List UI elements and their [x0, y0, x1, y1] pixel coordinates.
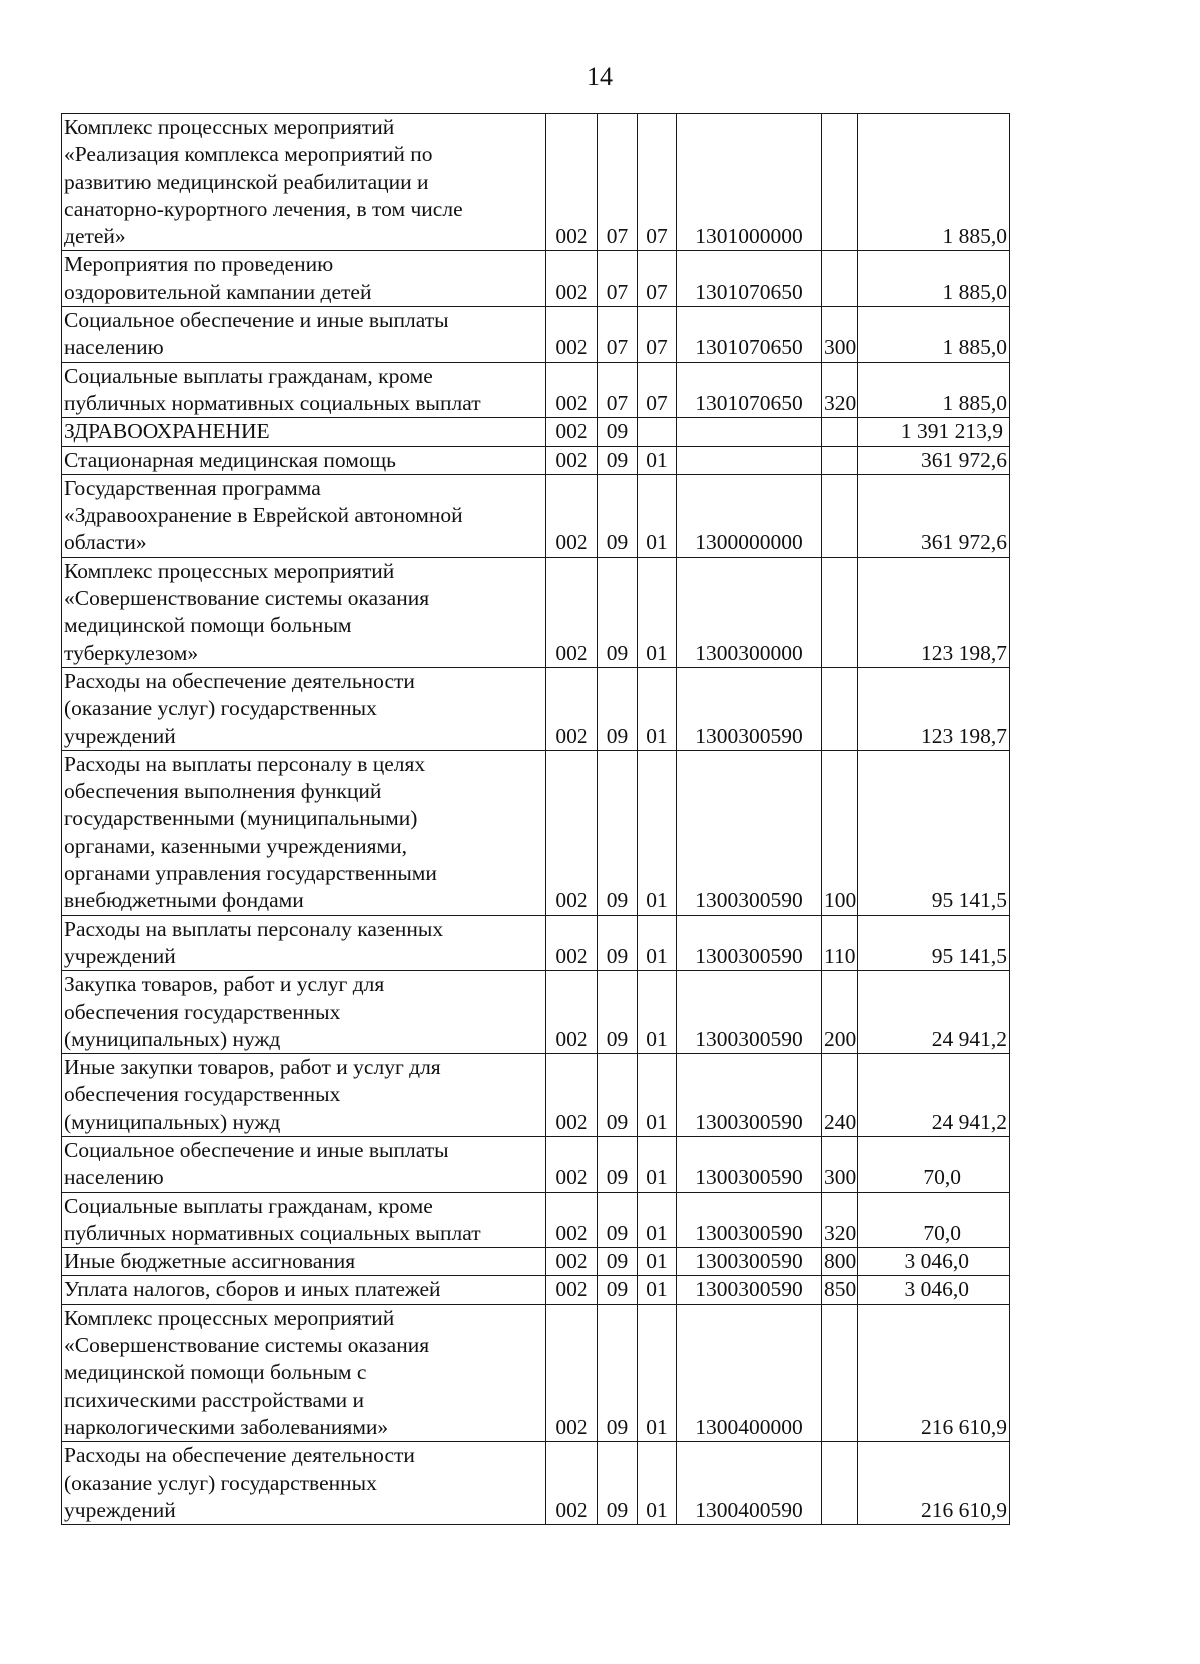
- row-sum: 95 141,5: [858, 750, 1010, 915]
- row-subsection: 01: [638, 750, 677, 915]
- table-row: [62, 1248, 1010, 1276]
- row-expense-type: [822, 1442, 858, 1525]
- row-grbs: 002: [546, 1136, 598, 1192]
- row-grbs: 002: [546, 446, 598, 474]
- row-sum: 70,0: [858, 1136, 1010, 1192]
- row-section: 09: [598, 1054, 638, 1137]
- table-row: [62, 1276, 1010, 1304]
- row-subsection: 07: [638, 307, 677, 363]
- row-expense-type: 320: [822, 362, 858, 418]
- row-expense-type: 300: [822, 307, 858, 363]
- row-section: 09: [598, 1136, 638, 1192]
- table-row: [62, 915, 1010, 971]
- table-row: [62, 114, 1010, 251]
- row-section: 09: [598, 1276, 638, 1304]
- table-row: [62, 307, 1010, 363]
- row-name: ЗДРАВООХРАНЕНИЕ: [62, 418, 546, 446]
- row-target-article: 1300300590: [677, 667, 822, 750]
- row-name: Мероприятия по проведению оздоровительной кампании детей: [62, 251, 546, 307]
- table-row: [62, 251, 1010, 307]
- row-grbs: 002: [546, 971, 598, 1054]
- row-expense-type: 320: [822, 1192, 858, 1248]
- row-name: Комплекс процессных мероприятий «Совершенствование системы оказания медицинской помощи больным туберкулезом»: [62, 557, 546, 667]
- row-expense-type: 300: [822, 1136, 858, 1192]
- table-row: [62, 446, 1010, 474]
- row-subsection: 01: [638, 1248, 677, 1276]
- row-expense-type: 100: [822, 750, 858, 915]
- row-target-article: 1300300590: [677, 1136, 822, 1192]
- row-section: 09: [598, 1248, 638, 1276]
- row-sum: 1 885,0: [858, 307, 1010, 363]
- row-grbs: 002: [546, 1304, 598, 1441]
- row-target-article: 1301000000: [677, 114, 822, 251]
- row-grbs: 002: [546, 418, 598, 446]
- row-subsection: 01: [638, 446, 677, 474]
- row-target-article: 1300300590: [677, 915, 822, 971]
- row-subsection: 01: [638, 971, 677, 1054]
- row-name: Стационарная медицинская помощь: [62, 446, 546, 474]
- row-section: 07: [598, 307, 638, 363]
- row-subsection: 01: [638, 1276, 677, 1304]
- row-target-article: 1301070650: [677, 362, 822, 418]
- row-expense-type: [822, 251, 858, 307]
- budget-table-body: [62, 114, 1010, 1525]
- row-subsection: 01: [638, 1136, 677, 1192]
- row-subsection: 01: [638, 557, 677, 667]
- row-subsection: 07: [638, 251, 677, 307]
- row-subsection: 01: [638, 1192, 677, 1248]
- row-sum: 216 610,9: [858, 1304, 1010, 1441]
- row-target-article: 1300300590: [677, 1054, 822, 1137]
- row-expense-type: 200: [822, 971, 858, 1054]
- row-sum: 1 885,0: [858, 114, 1010, 251]
- row-subsection: 01: [638, 1442, 677, 1525]
- row-name: Иные закупки товаров, работ и услуг для обеспечения государственных (муниципальных) нужд: [62, 1054, 546, 1137]
- table-row: [62, 1442, 1010, 1525]
- table-row: [62, 1136, 1010, 1192]
- row-name: Уплата налогов, сборов и иных платежей: [62, 1276, 546, 1304]
- table-row: [62, 1192, 1010, 1248]
- row-grbs: 002: [546, 667, 598, 750]
- row-expense-type: [822, 446, 858, 474]
- row-section: 09: [598, 1192, 638, 1248]
- row-expense-type: [822, 418, 858, 446]
- budget-table: [61, 113, 1010, 1525]
- table-row: [62, 750, 1010, 915]
- row-sum: 95 141,5: [858, 915, 1010, 971]
- row-section: 09: [598, 1304, 638, 1441]
- row-sum: 361 972,6: [858, 446, 1010, 474]
- row-grbs: 002: [546, 362, 598, 418]
- row-sum: 123 198,7: [858, 667, 1010, 750]
- row-sum: 1 391 213,9: [858, 418, 1010, 446]
- row-section: 09: [598, 915, 638, 971]
- row-section: 09: [598, 1442, 638, 1525]
- row-grbs: 002: [546, 1054, 598, 1137]
- row-sum: 24 941,2: [858, 971, 1010, 1054]
- row-sum: 24 941,2: [858, 1054, 1010, 1137]
- row-target-article: 1300000000: [677, 474, 822, 557]
- row-grbs: 002: [546, 1192, 598, 1248]
- row-name: Социальное обеспечение и иные выплаты населению: [62, 307, 546, 363]
- row-target-article: 1300400590: [677, 1442, 822, 1525]
- row-section: 09: [598, 667, 638, 750]
- row-name: Расходы на обеспечение деятельности (оказание услуг) государственных учреждений: [62, 1442, 546, 1525]
- row-name: Комплекс процессных мероприятий «Реализация комплекса мероприятий по развитию медицинской реабилитации и санаторно-курортного лечения, в том числе детей»: [62, 114, 546, 251]
- row-sum: 70,0: [858, 1192, 1010, 1248]
- row-section: 09: [598, 750, 638, 915]
- row-expense-type: 110: [822, 915, 858, 971]
- table-row: [62, 1054, 1010, 1137]
- row-section: 09: [598, 446, 638, 474]
- row-sum: 3 046,0: [858, 1276, 1010, 1304]
- row-sum: 361 972,6: [858, 474, 1010, 557]
- row-section: 09: [598, 474, 638, 557]
- row-subsection: 07: [638, 114, 677, 251]
- table-row: [62, 557, 1010, 667]
- row-grbs: 002: [546, 1276, 598, 1304]
- row-target-article: 1300300590: [677, 1192, 822, 1248]
- row-expense-type: 850: [822, 1276, 858, 1304]
- row-subsection: 01: [638, 1054, 677, 1137]
- row-section: 09: [598, 971, 638, 1054]
- table-row: [62, 362, 1010, 418]
- row-sum: 3 046,0: [858, 1248, 1010, 1276]
- row-target-article: 1301070650: [677, 307, 822, 363]
- row-target-article: 1300400000: [677, 1304, 822, 1441]
- row-expense-type: [822, 474, 858, 557]
- row-target-article: 1300300590: [677, 750, 822, 915]
- row-expense-type: [822, 557, 858, 667]
- row-name: Социальные выплаты гражданам, кроме публичных нормативных социальных выплат: [62, 362, 546, 418]
- row-grbs: 002: [546, 1248, 598, 1276]
- row-expense-type: [822, 114, 858, 251]
- row-subsection: 01: [638, 915, 677, 971]
- row-grbs: 002: [546, 750, 598, 915]
- row-expense-type: 800: [822, 1248, 858, 1276]
- row-expense-type: [822, 667, 858, 750]
- table-row: [62, 418, 1010, 446]
- row-target-article: [677, 418, 822, 446]
- row-section: 09: [598, 557, 638, 667]
- row-name: Расходы на выплаты персоналу в целях обеспечения выполнения функций государственными (муниципальными) органами, казенными учреждениями, органами управления государственными внебюджетными фондами: [62, 750, 546, 915]
- row-grbs: 002: [546, 1442, 598, 1525]
- table-row: [62, 1304, 1010, 1441]
- row-sum: 1 885,0: [858, 362, 1010, 418]
- row-target-article: [677, 446, 822, 474]
- row-name: Комплекс процессных мероприятий «Совершенствование системы оказания медицинской помощи больным с психическими расстройствами и наркологическими заболеваниями»: [62, 1304, 546, 1441]
- row-target-article: 1300300590: [677, 971, 822, 1054]
- row-sum: 216 610,9: [858, 1442, 1010, 1525]
- row-grbs: 002: [546, 474, 598, 557]
- page-number: 14: [587, 62, 613, 91]
- row-grbs: 002: [546, 915, 598, 971]
- row-name: Социальные выплаты гражданам, кроме публичных нормативных социальных выплат: [62, 1192, 546, 1248]
- row-target-article: 1300300590: [677, 1248, 822, 1276]
- row-expense-type: 240: [822, 1054, 858, 1137]
- table-row: [62, 474, 1010, 557]
- row-name: Иные бюджетные ассигнования: [62, 1248, 546, 1276]
- row-name: Расходы на обеспечение деятельности (оказание услуг) государственных учреждений: [62, 667, 546, 750]
- row-subsection: 01: [638, 474, 677, 557]
- row-subsection: 07: [638, 362, 677, 418]
- row-sum: 1 885,0: [858, 251, 1010, 307]
- row-target-article: 1300300000: [677, 557, 822, 667]
- row-target-article: 1301070650: [677, 251, 822, 307]
- row-target-article: 1300300590: [677, 1276, 822, 1304]
- table-row: [62, 667, 1010, 750]
- row-name: Государственная программа «Здравоохранение в Еврейской автономной области»: [62, 474, 546, 557]
- row-grbs: 002: [546, 251, 598, 307]
- row-expense-type: [822, 1304, 858, 1441]
- row-section: 09: [598, 418, 638, 446]
- row-section: 07: [598, 114, 638, 251]
- table-row: [62, 971, 1010, 1054]
- row-name: Социальное обеспечение и иные выплаты населению: [62, 1136, 546, 1192]
- row-sum: 123 198,7: [858, 557, 1010, 667]
- row-grbs: 002: [546, 114, 598, 251]
- row-name: Расходы на выплаты персоналу казенных учреждений: [62, 915, 546, 971]
- row-subsection: [638, 418, 677, 446]
- row-section: 07: [598, 362, 638, 418]
- row-grbs: 002: [546, 307, 598, 363]
- row-section: 07: [598, 251, 638, 307]
- row-name: Закупка товаров, работ и услуг для обеспечения государственных (муниципальных) нужд: [62, 971, 546, 1054]
- row-subsection: 01: [638, 667, 677, 750]
- row-grbs: 002: [546, 557, 598, 667]
- row-subsection: 01: [638, 1304, 677, 1441]
